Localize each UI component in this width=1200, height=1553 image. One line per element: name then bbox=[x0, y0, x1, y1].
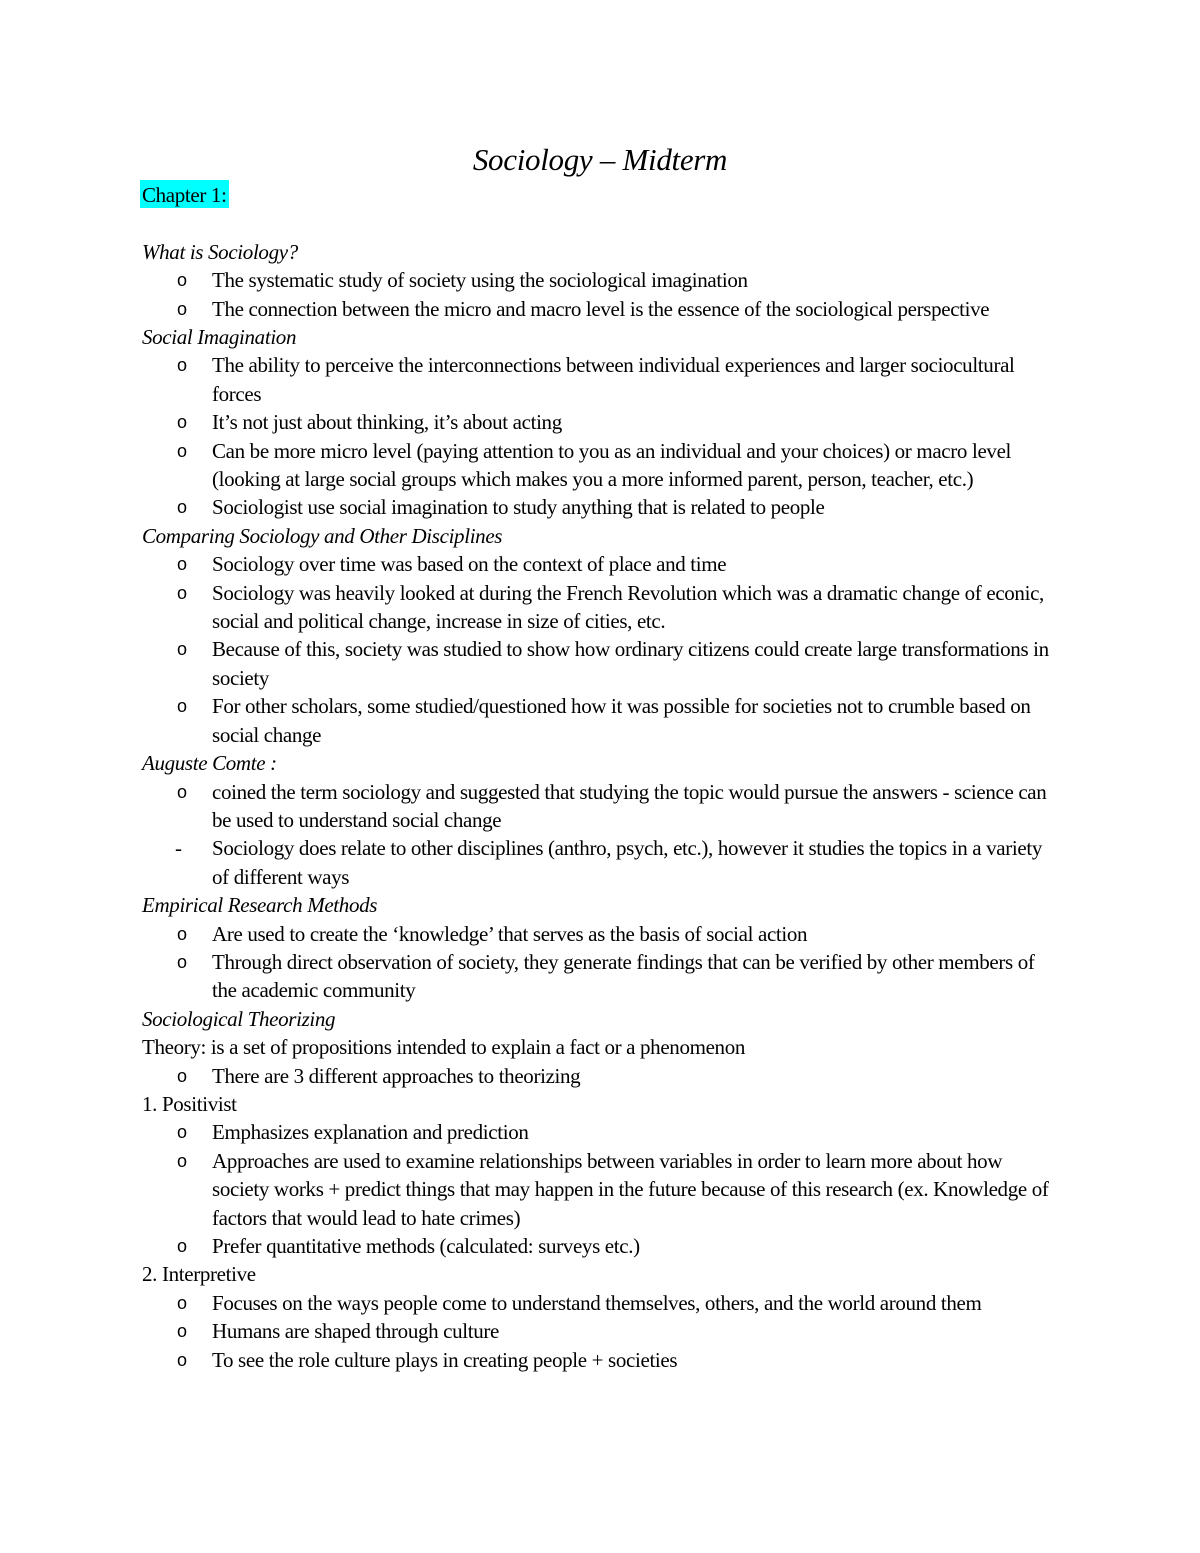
circle-bullet-icon: o bbox=[177, 1122, 187, 1143]
list-item-text: Sociology does relate to other disciplines (anthro, psych, etc.), however it studies the topics in a variety of different ways bbox=[212, 836, 1042, 889]
list-item bbox=[142, 550, 1062, 578]
list-item bbox=[142, 1232, 1062, 1260]
circle-bullet-icon: o bbox=[177, 923, 187, 944]
sections-container bbox=[142, 238, 1062, 1374]
circle-bullet-icon: o bbox=[177, 412, 187, 433]
page-title: Sociology – Midterm bbox=[472, 142, 728, 177]
circle-bullet-icon: o bbox=[177, 1292, 187, 1313]
chapter-heading: Chapter 1: bbox=[140, 180, 229, 208]
section-heading: Empirical Research Methods bbox=[142, 893, 378, 918]
bullet-list bbox=[142, 1289, 1062, 1374]
list-item-text: Are used to create the ‘knowledge’ that serves as the basis of social action bbox=[212, 921, 808, 946]
list-item-text: Sociology was heavily looked at during the French Revolution which was a dramatic change of econic, social and political change, increase in size of cities, etc. bbox=[212, 580, 1044, 634]
list-item-text: For other scholars, some studied/questioned how it was possible for societies not to crumble based on social change bbox=[212, 694, 1031, 747]
list-item-text: There are 3 different approaches to theorizing bbox=[212, 1063, 581, 1088]
section-heading: Comparing Sociology and Other Disciplines bbox=[142, 523, 503, 548]
section-heading: Auguste Comte : bbox=[142, 751, 277, 776]
list-item-text: Humans are shaped through culture bbox=[212, 1319, 500, 1344]
list-item bbox=[142, 579, 1062, 636]
list-item bbox=[142, 437, 1062, 494]
dash-bullet-icon: - bbox=[175, 836, 182, 861]
circle-bullet-icon: o bbox=[177, 1065, 187, 1086]
document-body bbox=[142, 180, 1062, 1374]
circle-bullet-icon: o bbox=[177, 582, 187, 603]
list-item-text: Approaches are used to examine relationships between variables in order to learn more about how society works + predict things that may happen in the future because of this research (ex. Knowledge of factors that would lead to hate crimes) bbox=[212, 1148, 1049, 1230]
list-item-text: To see the role culture plays in creating people + societies bbox=[212, 1347, 678, 1372]
circle-bullet-icon: o bbox=[177, 696, 187, 717]
list-item bbox=[142, 1317, 1062, 1345]
section-text: Theory: is a set of propositions intended to explain a fact or a phenomenon bbox=[142, 1035, 746, 1060]
section-block bbox=[142, 238, 1062, 323]
list-item-text: Can be more micro level (paying attention to you as an individual and your choices) or macro level (looking at large social groups which makes you a more informed parent, person, teacher, etc.) bbox=[212, 438, 1012, 492]
section-block bbox=[142, 522, 1062, 749]
circle-bullet-icon: o bbox=[177, 554, 187, 575]
list-item bbox=[142, 692, 1062, 749]
list-item bbox=[142, 834, 1062, 891]
circle-bullet-icon: o bbox=[177, 355, 187, 376]
list-item bbox=[142, 920, 1062, 948]
blank-line bbox=[142, 209, 1062, 237]
list-item-text: Because of this, society was studied to show how ordinary citizens could create large transformations in society bbox=[212, 637, 1049, 690]
list-item bbox=[142, 778, 1062, 835]
list-item-text: Prefer quantitative methods (calculated: surveys etc.) bbox=[212, 1234, 640, 1259]
list-item bbox=[142, 948, 1062, 1005]
list-item bbox=[142, 1118, 1062, 1146]
bullet-list bbox=[142, 1062, 1062, 1090]
section-block bbox=[142, 1090, 1062, 1260]
list-item bbox=[142, 1147, 1062, 1232]
list-item bbox=[142, 266, 1062, 294]
circle-bullet-icon: o bbox=[177, 270, 187, 291]
list-item-text: Through direct observation of society, they generate findings that can be verified by other members of the academic community bbox=[212, 949, 1035, 1003]
list-item-text: The ability to perceive the interconnections between individual experiences and larger sociocultural forces bbox=[212, 353, 1015, 406]
section-block bbox=[142, 1260, 1062, 1374]
list-item-text: Emphasizes explanation and prediction bbox=[212, 1120, 529, 1145]
list-item bbox=[142, 493, 1062, 521]
list-item bbox=[142, 1289, 1062, 1317]
list-item bbox=[142, 1346, 1062, 1374]
bullet-list bbox=[142, 778, 1062, 892]
circle-bullet-icon: o bbox=[177, 1150, 187, 1171]
section-text: 2. Interpretive bbox=[142, 1262, 256, 1287]
circle-bullet-icon: o bbox=[177, 1321, 187, 1342]
list-item-text: The systematic study of society using the sociological imagination bbox=[212, 268, 748, 293]
list-item bbox=[142, 351, 1062, 408]
circle-bullet-icon: o bbox=[177, 497, 187, 518]
bullet-list bbox=[142, 351, 1062, 521]
section-block bbox=[142, 1005, 1062, 1090]
list-item-text: Focuses on the ways people come to understand themselves, others, and the world around them bbox=[212, 1290, 982, 1315]
bullet-list bbox=[142, 920, 1062, 1005]
circle-bullet-icon: o bbox=[177, 298, 187, 319]
bullet-list bbox=[142, 550, 1062, 749]
list-item bbox=[142, 1062, 1062, 1090]
bullet-list bbox=[142, 266, 1062, 323]
circle-bullet-icon: o bbox=[177, 639, 187, 660]
section-heading: Sociological Theorizing bbox=[142, 1006, 336, 1031]
list-item-text: It’s not just about thinking, it’s about acting bbox=[212, 410, 562, 435]
circle-bullet-icon: o bbox=[177, 1349, 187, 1370]
section-heading: What is Sociology? bbox=[142, 239, 298, 264]
section-block bbox=[142, 749, 1062, 891]
section-block bbox=[142, 891, 1062, 1005]
circle-bullet-icon: o bbox=[177, 951, 187, 972]
list-item-text: Sociologist use social imagination to study anything that is related to people bbox=[212, 495, 825, 520]
list-item bbox=[142, 295, 1062, 323]
list-item bbox=[142, 408, 1062, 436]
section-heading: Social Imagination bbox=[142, 325, 297, 350]
list-item-text: The connection between the micro and macro level is the essence of the sociological perspective bbox=[212, 296, 990, 321]
section-block bbox=[142, 323, 1062, 522]
list-item bbox=[142, 635, 1062, 692]
circle-bullet-icon: o bbox=[177, 1236, 187, 1257]
section-text: 1. Positivist bbox=[142, 1091, 237, 1116]
bullet-list bbox=[142, 1118, 1062, 1260]
circle-bullet-icon: o bbox=[177, 440, 187, 461]
chapter-heading-row bbox=[142, 180, 1062, 209]
list-item-text: Sociology over time was based on the context of place and time bbox=[212, 552, 727, 577]
list-item-text: coined the term sociology and suggested that studying the topic would pursue the answers - science can be used to understand social change bbox=[212, 779, 1047, 832]
circle-bullet-icon: o bbox=[177, 781, 187, 802]
